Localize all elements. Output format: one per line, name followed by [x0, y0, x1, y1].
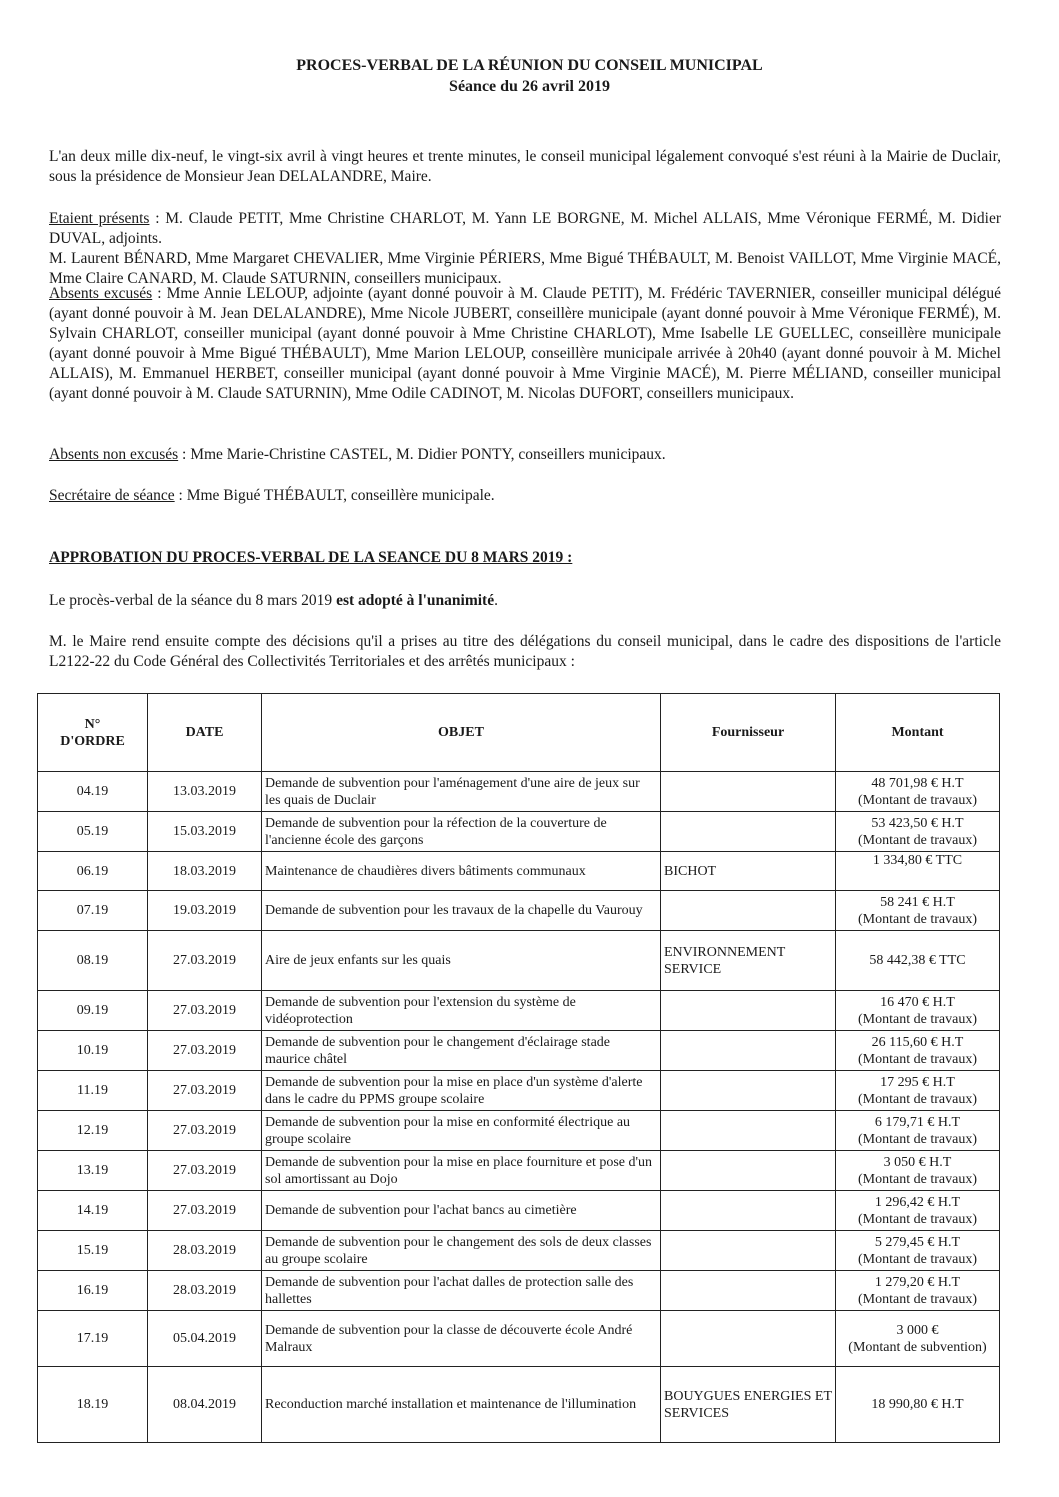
montant-value: 26 115,60 € H.T: [871, 1034, 964, 1050]
table-header-row: [38, 694, 1000, 772]
presents-text: M. Claude PETIT, Mme Christine CHARLOT, M. Yann LE BORGNE, M. Michel ALLAIS, Mme Véronique FERMÉ, M. Didier DUVAL, adjoints.: [49, 210, 1001, 247]
table-row: [38, 1311, 1000, 1367]
secretaire-paragraph: [49, 486, 1001, 506]
table-row: [38, 931, 1000, 991]
montant-value: 6 179,71 € H.T: [874, 1114, 961, 1130]
cell-fournisseur: [661, 1111, 836, 1151]
presents-sep: :: [149, 210, 166, 227]
cell-montant: [836, 772, 1000, 812]
absents-excuses-label: Absents excusés: [49, 285, 153, 302]
cell-num: 10.19: [38, 1031, 148, 1071]
secretaire-text: Mme Bigué THÉBAULT, conseillère municipale.: [186, 487, 495, 504]
table-row: [38, 812, 1000, 852]
table-row: [38, 891, 1000, 931]
cell-num: 17.19: [38, 1311, 148, 1367]
montant-note: (Montant de travaux): [858, 1251, 977, 1267]
cell-date: 27.03.2019: [148, 1031, 262, 1071]
montant-note: (Montant de travaux): [858, 1171, 977, 1187]
montant-note: (Montant de travaux): [858, 1291, 977, 1307]
absents-non-excuses-paragraph: [49, 445, 1001, 465]
cell-montant: [836, 1111, 1000, 1151]
cell-date: 27.03.2019: [148, 1191, 262, 1231]
cell-montant: [836, 812, 1000, 852]
cell-objet: Demande de subvention pour le changement d'éclairage stade maurice châtel: [262, 1031, 661, 1071]
cell-objet: Demande de subvention pour l'achat bancs au cimetière: [262, 1191, 661, 1231]
header-ordre-line1: N°: [84, 716, 101, 732]
cell-montant: [836, 1191, 1000, 1231]
montant-note: (Montant de travaux): [858, 911, 977, 927]
montant-value: 53 423,50 € H.T: [871, 815, 964, 831]
cell-fournisseur: BICHOT: [661, 852, 836, 891]
cell-objet: Maintenance de chaudières divers bâtiments communaux: [262, 852, 661, 891]
cell-date: 28.03.2019: [148, 1231, 262, 1271]
header-montant: Montant: [836, 694, 1000, 772]
cell-objet: Demande de subvention pour l'aménagement d'une aire de jeux sur les quais de Duclair: [262, 772, 661, 812]
absents-excuses-text: Mme Annie LELOUP, adjointe (ayant donné pouvoir à M. Claude PETIT), M. Frédéric TAVERNIER, conseiller municipal délégué (ayant donné pouvoir à M. Jean DELALANDRE), Mme Nicole JUBERT, conseillère municipale (ayant donné pouvoir à Mme Véronique FERMÉ), M. Sylvain CHARLOT, conseiller municipal (ayant donné pouvoir à Mme Christine CHARLOT), Mme Isabelle LE GUELLEC, conseillère municipale (ayant donné pouvoir à Mme Bigué THÉBAULT), Mme Marion LELOUP, conseillère municipale arrivée à 20h40 (ayant donné pouvoir à M. Michel ALLAIS), M. Emmanuel HERBET, conseiller municipal (ayant donné pouvoir à Mme Virginie MACÉ), M. Pierre MÉLIAND, conseiller municipal (ayant donné pouvoir à M. Claude SATURNIN), Mme Odile CADINOT, M. Nicolas DUFORT, conseillers municipaux.: [49, 285, 1001, 402]
header-ordre: [38, 694, 148, 772]
cell-num: 06.19: [38, 852, 148, 891]
table-row: [38, 1071, 1000, 1111]
table-row: [38, 1367, 1000, 1443]
page-title: PROCES-VERBAL DE LA RÉUNION DU CONSEIL MUNICIPAL: [296, 57, 763, 74]
cell-objet: Reconduction marché installation et maintenance de l'illumination: [262, 1367, 661, 1443]
cell-fournisseur: [661, 1071, 836, 1111]
cell-fournisseur: [661, 1271, 836, 1311]
cell-objet: Demande de subvention pour la mise en place d'un système d'alerte dans le cadre du PPMS groupe scolaire: [262, 1071, 661, 1111]
cell-fournisseur: [661, 1311, 836, 1367]
cell-num: 13.19: [38, 1151, 148, 1191]
cell-objet: Demande de subvention pour l'achat dalles de protection salle des hallettes: [262, 1271, 661, 1311]
cell-date: 28.03.2019: [148, 1271, 262, 1311]
cell-date: 13.03.2019: [148, 772, 262, 812]
header-ordre-line2: D'ORDRE: [60, 733, 125, 749]
cell-num: 11.19: [38, 1071, 148, 1111]
cell-objet: Demande de subvention pour la mise en place fourniture et pose d'un sol amortissant au Dojo: [262, 1151, 661, 1191]
cell-date: 27.03.2019: [148, 1111, 262, 1151]
cell-num: 14.19: [38, 1191, 148, 1231]
cell-objet: Demande de subvention pour les travaux de la chapelle du Vaurouy: [262, 891, 661, 931]
table-row: [38, 1151, 1000, 1191]
cell-num: 05.19: [38, 812, 148, 852]
table-row: [38, 991, 1000, 1031]
cell-date: 18.03.2019: [148, 852, 262, 891]
cell-date: 27.03.2019: [148, 991, 262, 1031]
cell-objet: Demande de subvention pour la réfection de la couverture de l'ancienne école des garçons: [262, 812, 661, 852]
cell-num: 08.19: [38, 931, 148, 991]
cell-objet: Aire de jeux enfants sur les quais: [262, 931, 661, 991]
cell-fournisseur: [661, 1031, 836, 1071]
montant-value: 3 000 €: [896, 1322, 939, 1338]
cell-objet: Demande de subvention pour la mise en conformité électrique au groupe scolaire: [262, 1111, 661, 1151]
cell-date: 08.04.2019: [148, 1367, 262, 1443]
cell-montant: [836, 1271, 1000, 1311]
table-row: [38, 1191, 1000, 1231]
cell-date: 27.03.2019: [148, 931, 262, 991]
cell-num: 15.19: [38, 1231, 148, 1271]
cell-fournisseur: ENVIRONNEMENT SERVICE: [661, 931, 836, 991]
table-row: [38, 1271, 1000, 1311]
montant-value: 58 442,38 € TTC: [869, 953, 966, 968]
montant-value: 48 701,98 € H.T: [871, 775, 964, 791]
approbation-text-before: Le procès-verbal de la séance du 8 mars 2019: [49, 592, 337, 609]
secretaire-sep: :: [174, 487, 187, 504]
montant-note: (Montant de travaux): [858, 832, 977, 848]
approbation-text-after: .: [494, 592, 498, 609]
cell-fournisseur: [661, 772, 836, 812]
cell-date: 15.03.2019: [148, 812, 262, 852]
montant-note: (Montant de subvention): [848, 1339, 987, 1355]
intro-paragraph: L'an deux mille dix-neuf, le vingt-six avril à vingt heures et trente minutes, le conseil municipal légalement convoqué s'est réuni à la Mairie de Duclair, sous la présidence de Monsieur Jean DELALANDRE, Maire.: [49, 148, 1001, 185]
cell-num: 09.19: [38, 991, 148, 1031]
cell-montant: [836, 1151, 1000, 1191]
cell-montant: [836, 1367, 1000, 1443]
montant-value: 16 470 € H.T: [880, 994, 955, 1010]
page-subtitle: Séance du 26 avril 2019: [449, 78, 610, 95]
cell-fournisseur: [661, 1191, 836, 1231]
presents-label: Etaient présents: [49, 210, 150, 227]
absents-non-excuses-sep: :: [178, 446, 191, 463]
presents-paragraph-2: M. Laurent BÉNARD, Mme Margaret CHEVALIER, Mme Virginie PÉRIERS, Mme Bigué THÉBAULT, M. Benoist VAILLOT, Mme Virginie MACÉ, Mme Claire CANARD, M. Claude SATURNIN, conseillers municipaux.: [49, 250, 1001, 287]
cell-fournisseur: [661, 1151, 836, 1191]
cell-num: 07.19: [38, 891, 148, 931]
cell-fournisseur: [661, 991, 836, 1031]
cell-fournisseur: BOUYGUES ENERGIES ET SERVICES: [661, 1367, 836, 1443]
montant-value: 17 295 € H.T: [880, 1074, 955, 1090]
table-row: [38, 772, 1000, 812]
cell-montant: [836, 1311, 1000, 1367]
approbation-paragraph: [49, 591, 1001, 611]
montant-note: (Montant de travaux): [858, 792, 977, 808]
cell-objet: Demande de subvention pour le changement des sols de deux classes au groupe scolaire: [262, 1231, 661, 1271]
absents-excuses-sep: :: [152, 285, 167, 302]
montant-note: (Montant de travaux): [858, 1091, 977, 1107]
table-row: [38, 1031, 1000, 1071]
cell-montant: [836, 991, 1000, 1031]
table-row: [38, 1231, 1000, 1271]
cell-date: 27.03.2019: [148, 1071, 262, 1111]
montant-note: (Montant de travaux): [858, 1011, 977, 1027]
montant-value: 1 296,42 € H.T: [874, 1194, 961, 1210]
cell-date: 27.03.2019: [148, 1151, 262, 1191]
montant-note: (Montant de travaux): [858, 1051, 977, 1067]
cell-fournisseur: [661, 1231, 836, 1271]
montant-value: 18 990,80 € H.T: [871, 1397, 964, 1412]
cell-num: 16.19: [38, 1271, 148, 1311]
header-fournisseur: Fournisseur: [661, 694, 836, 772]
montant-value: 1 279,20 € H.T: [874, 1274, 961, 1290]
approbation-heading: APPROBATION DU PROCES-VERBAL DE LA SEANCE DU 8 MARS 2019 :: [49, 549, 573, 566]
secretaire-label: Secrétaire de séance: [49, 487, 175, 504]
presents-paragraph: [49, 209, 1001, 249]
montant-value: 58 241 € H.T: [880, 894, 955, 910]
cell-num: 12.19: [38, 1111, 148, 1151]
decisions-intro-paragraph: M. le Maire rend ensuite compte des décisions qu'il a prises au titre des délégations du conseil municipal, dans le cadre des dispositions de l'article L2122-22 du Code Général des Collectivités Territoriales et des arrêtés municipaux :: [49, 633, 1001, 670]
cell-date: 19.03.2019: [148, 891, 262, 931]
montant-value: 5 279,45 € H.T: [874, 1234, 961, 1250]
header-date: DATE: [148, 694, 262, 772]
absents-non-excuses-text: Mme Marie-Christine CASTEL, M. Didier PONTY, conseillers municipaux.: [190, 446, 666, 463]
montant-note: (Montant de travaux): [858, 1211, 977, 1227]
cell-montant: [836, 1231, 1000, 1271]
table-row: [38, 852, 1000, 891]
cell-date: 05.04.2019: [148, 1311, 262, 1367]
cell-objet: Demande de subvention pour l'extension du système de vidéoprotection: [262, 991, 661, 1031]
cell-num: 04.19: [38, 772, 148, 812]
cell-montant: [836, 852, 1000, 891]
decisions-table: [37, 693, 1000, 1443]
absents-excuses-paragraph: [49, 284, 1001, 404]
approbation-text-bold: est adopté à l'unanimité: [336, 592, 495, 609]
absents-non-excuses-label: Absents non excusés: [49, 446, 179, 463]
montant-value: 1 334,80 € TTC: [872, 853, 963, 868]
table-row: [38, 1111, 1000, 1151]
montant-value: 3 050 € H.T: [883, 1154, 952, 1170]
cell-objet: Demande de subvention pour la classe de découverte école André Malraux: [262, 1311, 661, 1367]
cell-fournisseur: [661, 891, 836, 931]
cell-montant: [836, 1071, 1000, 1111]
cell-montant: [836, 931, 1000, 991]
header-objet: OBJET: [262, 694, 661, 772]
cell-num: 18.19: [38, 1367, 148, 1443]
cell-montant: [836, 891, 1000, 931]
cell-fournisseur: [661, 812, 836, 852]
cell-montant: [836, 1031, 1000, 1071]
montant-note: (Montant de travaux): [858, 1131, 977, 1147]
